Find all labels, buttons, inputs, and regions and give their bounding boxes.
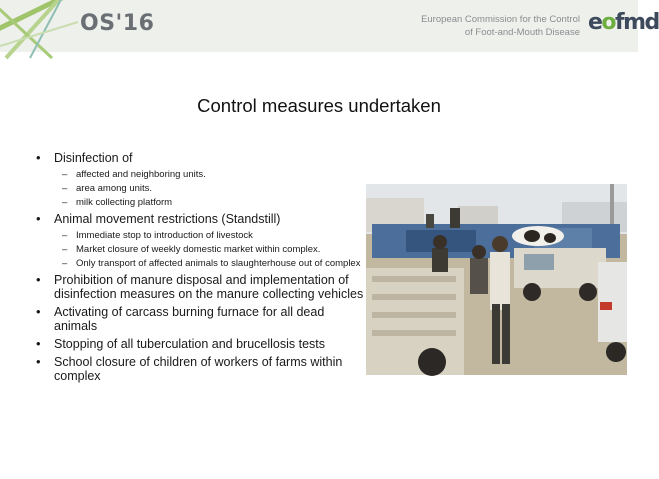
logo-part-1: e [588,10,602,35]
bullet-item: • Disinfection of [36,151,366,165]
organization-name [402,13,580,39]
bullet-item: • School closure of children of workers of farms within complex [36,355,366,383]
organization-line-1: European Commission for the Control [421,14,580,25]
organization-line-2: of Foot-and-Mouth Disease [464,27,580,38]
conference-title: OS'16 [80,11,155,36]
bullet-list [36,151,366,387]
market-photo [366,184,627,375]
sub-bullet-item: – Market closure of weekly domestic market within complex. [62,244,366,255]
header-band [0,0,659,52]
bullet-item: • Prohibition of manure disposal and implementation of disinfection measures on the manure collecting vehicles [36,273,366,301]
sub-bullet-item: – area among units. [62,183,366,194]
logo-part-3: fmd [615,10,659,35]
bullet-item: • Activating of carcass burning furnace for all dead animals [36,305,366,333]
livestock-market-illustration [366,184,627,375]
decorative-lines-graphic [0,0,80,52]
sub-bullet-item: – Immediate stop to introduction of livestock [62,230,366,241]
sub-list [36,169,366,208]
bullet-item: • Stopping of all tuberculation and brucellosis tests [36,337,366,351]
sub-bullet-item: – affected and neighboring units. [62,169,366,180]
sub-bullet-item: – milk collecting platform [62,197,366,208]
eufmd-logo [588,10,659,35]
sub-bullet-item: – Only transport of affected animals to slaughterhouse out of complex [62,258,366,269]
logo-part-2: o [601,10,616,35]
slide-title: Control measures undertaken [197,95,441,116]
sub-list [36,230,366,269]
bullet-item: • Animal movement restrictions (Standstill) [36,212,366,226]
